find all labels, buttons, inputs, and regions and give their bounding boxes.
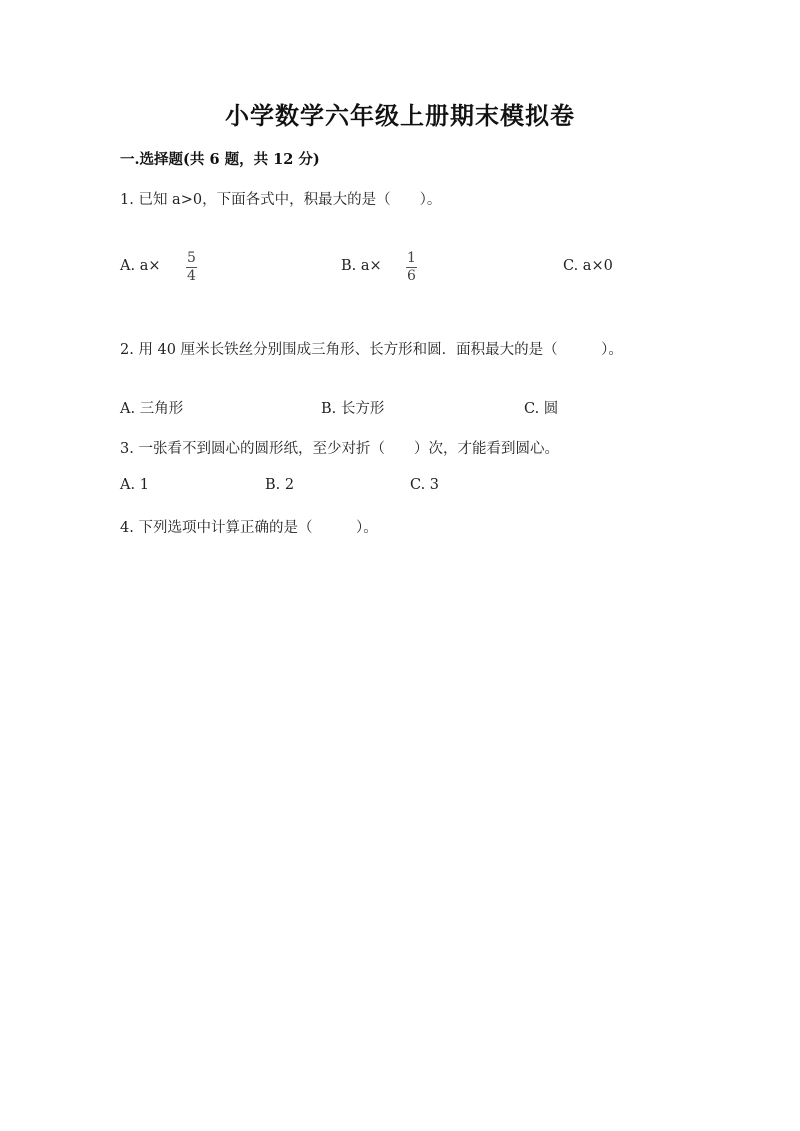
- option-label: A. 三角形: [120, 401, 184, 417]
- question-2-option-b[interactable]: [321, 397, 384, 418]
- option-label: C. a×0: [563, 258, 613, 274]
- section-heading: 一.选择题(共 6 题，共 12 分): [120, 151, 320, 168]
- option-label: B. 长方形: [321, 401, 385, 417]
- option-label: C. 圆: [524, 401, 559, 417]
- question-3-option-c[interactable]: [410, 477, 439, 493]
- question-1-option-a[interactable]: [120, 258, 160, 274]
- option-label: A. a×: [120, 258, 161, 274]
- question-2-option-c[interactable]: [524, 397, 558, 418]
- option-label: B. 2: [265, 477, 295, 493]
- fraction-denominator: 6: [407, 268, 416, 284]
- fraction-one-sixth: [406, 251, 417, 284]
- question-3-option-a[interactable]: [120, 477, 149, 493]
- fraction-numerator: 5: [187, 250, 196, 266]
- fraction-numerator: 1: [407, 250, 416, 266]
- question-1-option-b[interactable]: [341, 258, 382, 274]
- fraction-five-fourths: [186, 251, 197, 284]
- question-3-option-b[interactable]: [265, 477, 294, 493]
- question-2-option-a[interactable]: [120, 397, 183, 418]
- option-label: A. 1: [120, 477, 149, 493]
- question-1-stem: 1. 已知 a>0，下面各式中，积最大的是（ ）。: [120, 192, 442, 208]
- question-3-stem: 3. 一张看不到圆心的圆形纸，至少对折（ ）次，才能看到圆心。: [120, 441, 559, 457]
- option-label: B. a×: [341, 258, 382, 274]
- fraction-denominator: 4: [187, 268, 196, 284]
- question-2-stem: 2. 用 40 厘米长铁丝分别围成三角形、长方形和圆．面积最大的是（ ）。: [120, 342, 623, 358]
- option-label: C. 3: [410, 477, 440, 493]
- question-1-option-c[interactable]: [563, 258, 613, 274]
- page-title: 小学数学六年级上册期末模拟卷: [225, 101, 575, 130]
- question-4-stem: 4. 下列选项中计算正确的是（ ）。: [120, 520, 378, 536]
